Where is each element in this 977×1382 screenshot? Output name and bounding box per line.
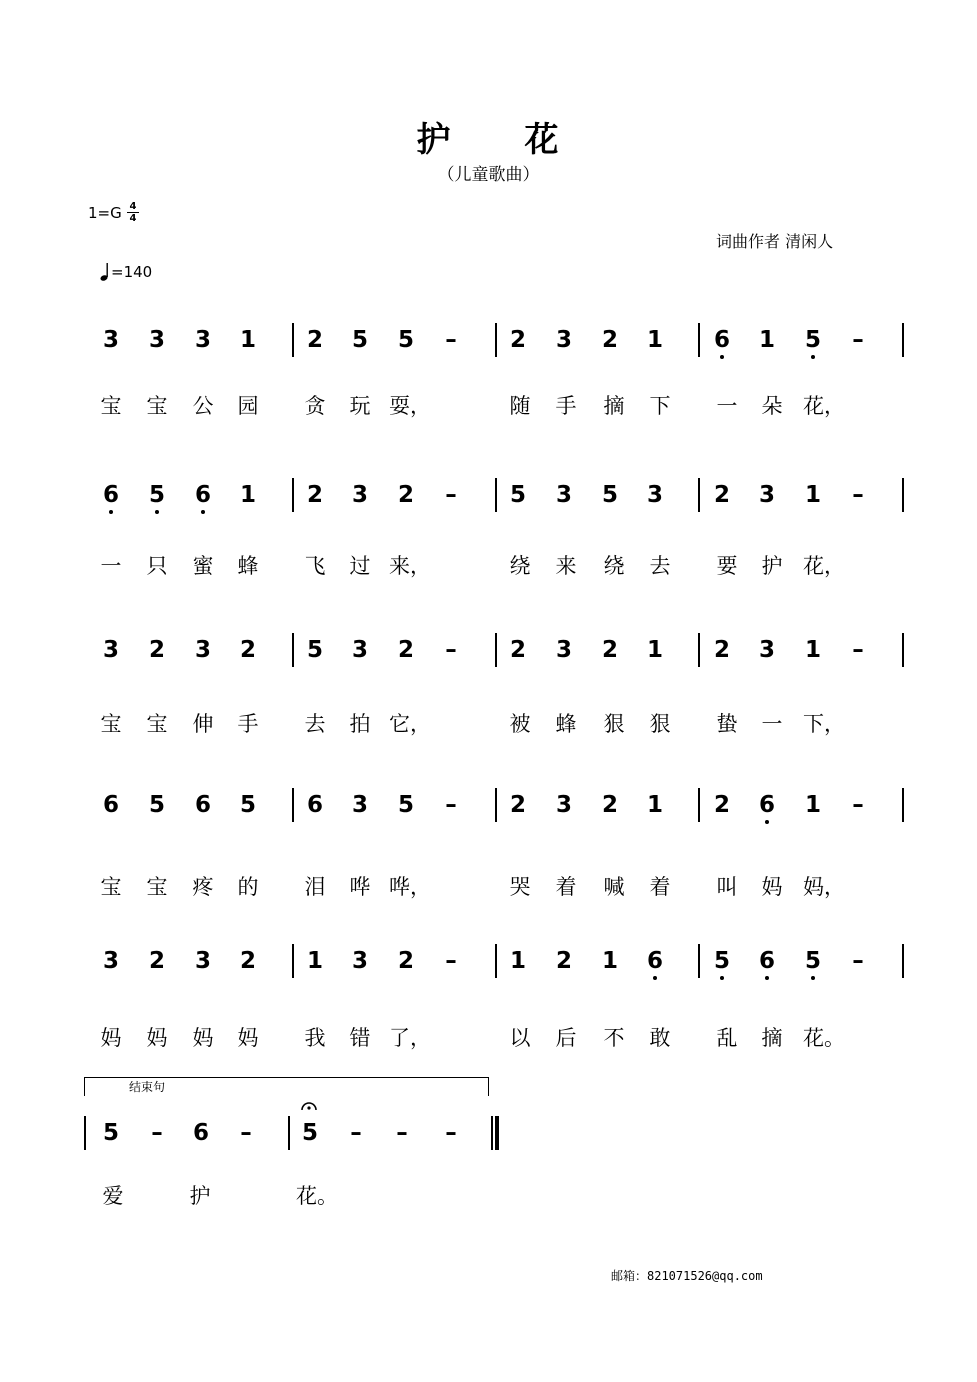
barline bbox=[84, 1116, 86, 1150]
lyric-char: 一 bbox=[100, 554, 122, 578]
lyric-char: 来 bbox=[555, 554, 577, 578]
lyric-char: 爱 bbox=[102, 1184, 124, 1208]
composer-credit: 词曲作者 清闲人 bbox=[716, 232, 834, 251]
note: 5 bbox=[397, 327, 414, 353]
note: – bbox=[852, 327, 864, 353]
note: 5 bbox=[397, 792, 414, 818]
lyric-char: 的 bbox=[237, 875, 259, 899]
lyric-char: 来， bbox=[389, 554, 431, 578]
note: 6 bbox=[96, 481, 126, 509]
note: 3 bbox=[555, 482, 572, 508]
lyric-char: 着 bbox=[555, 875, 577, 899]
fermata-icon bbox=[300, 1098, 318, 1112]
note: 6 bbox=[752, 947, 782, 975]
lyric-char: 园 bbox=[237, 394, 259, 418]
barline bbox=[902, 323, 904, 357]
lyric-char: 蜂 bbox=[555, 712, 577, 736]
lyric-char: 哗 bbox=[349, 875, 371, 899]
lyric-char: 错 bbox=[349, 1026, 371, 1050]
lyric-char: 妈， bbox=[803, 875, 845, 899]
lyric-char: 飞 bbox=[304, 554, 326, 578]
barline bbox=[288, 1116, 290, 1150]
note: 2 bbox=[239, 637, 256, 663]
note: 1 bbox=[601, 948, 618, 974]
note: 5 bbox=[351, 327, 368, 353]
lyric-char: 过 bbox=[349, 554, 371, 578]
note: 3 bbox=[758, 637, 775, 663]
lyric-char: 随 bbox=[509, 394, 531, 418]
octave-dot bbox=[720, 976, 724, 980]
note: 2 bbox=[713, 792, 730, 818]
lyric-char: 护 bbox=[189, 1184, 211, 1208]
lyric-char: 被 bbox=[509, 712, 531, 736]
quarter-note-icon bbox=[100, 262, 110, 282]
lyric-char: 花， bbox=[803, 554, 845, 578]
note: 2 bbox=[306, 327, 323, 353]
note: 1 bbox=[646, 792, 663, 818]
lyric-char: 花， bbox=[803, 394, 845, 418]
note: 2 bbox=[397, 482, 414, 508]
note: 3 bbox=[194, 637, 211, 663]
note: 2 bbox=[397, 637, 414, 663]
lyric-char: 狠 bbox=[649, 712, 671, 736]
octave-dot bbox=[720, 355, 724, 359]
lyric-char: 哭 bbox=[509, 875, 531, 899]
barline bbox=[292, 788, 294, 822]
note: 3 bbox=[148, 327, 165, 353]
note: – bbox=[240, 1120, 252, 1146]
barline bbox=[292, 323, 294, 357]
lyric-char: 以 bbox=[509, 1026, 531, 1050]
lyric-char: 手 bbox=[555, 394, 577, 418]
octave-dot bbox=[765, 976, 769, 980]
barline bbox=[495, 323, 497, 357]
note: – bbox=[151, 1120, 163, 1146]
barline bbox=[698, 478, 700, 512]
lyric-char: 宝 bbox=[100, 394, 122, 418]
note: – bbox=[445, 637, 457, 663]
note: 6 bbox=[752, 791, 782, 819]
note: – bbox=[445, 792, 457, 818]
barline bbox=[902, 788, 904, 822]
lyric-char: 不 bbox=[603, 1026, 625, 1050]
lyric-char: 摘 bbox=[761, 1026, 783, 1050]
lyric-char: 着 bbox=[649, 875, 671, 899]
note: – bbox=[445, 482, 457, 508]
note: 2 bbox=[713, 637, 730, 663]
lyric-char: 我 bbox=[304, 1026, 326, 1050]
lyric-char: 敢 bbox=[649, 1026, 671, 1050]
lyric-char: 蛰 bbox=[716, 712, 738, 736]
lyric-char: 一 bbox=[761, 712, 783, 736]
lyric-char: 玩 bbox=[349, 394, 371, 418]
lyric-char: 乱 bbox=[716, 1026, 738, 1050]
octave-dot bbox=[109, 510, 113, 514]
ending-label: 结束句 bbox=[129, 1080, 166, 1094]
note: 5 bbox=[306, 637, 323, 663]
barline bbox=[495, 633, 497, 667]
lyric-char: 绕 bbox=[603, 554, 625, 578]
note: 3 bbox=[555, 637, 572, 663]
note: – bbox=[445, 948, 457, 974]
note: 2 bbox=[306, 482, 323, 508]
lyric-char: 下， bbox=[803, 712, 845, 736]
note: 2 bbox=[148, 948, 165, 974]
lyric-char: 蜜 bbox=[192, 554, 214, 578]
note: 3 bbox=[351, 948, 368, 974]
lyric-char: 去 bbox=[649, 554, 671, 578]
note: 2 bbox=[713, 482, 730, 508]
lyric-char: 宝 bbox=[146, 712, 168, 736]
note: 3 bbox=[351, 792, 368, 818]
lyric-char: 只 bbox=[146, 554, 168, 578]
note: 3 bbox=[351, 637, 368, 663]
tempo-marking bbox=[100, 262, 152, 282]
note: 2 bbox=[397, 948, 414, 974]
note: 5 bbox=[509, 482, 526, 508]
note: 3 bbox=[102, 637, 119, 663]
note: – bbox=[445, 327, 457, 353]
note: – bbox=[852, 482, 864, 508]
lyric-char: 宝 bbox=[146, 875, 168, 899]
note: 5 bbox=[798, 947, 828, 975]
lyric-char: 叫 bbox=[716, 875, 738, 899]
barline bbox=[698, 323, 700, 357]
song-title: 护 花 bbox=[416, 120, 561, 160]
lyric-char: 要 bbox=[716, 554, 738, 578]
tempo-value: =140 bbox=[111, 263, 153, 281]
note: 2 bbox=[601, 637, 618, 663]
lyric-char: 疼 bbox=[192, 875, 214, 899]
note: 3 bbox=[102, 327, 119, 353]
lyric-char: 它， bbox=[389, 712, 431, 736]
note: 6 bbox=[188, 481, 218, 509]
note: 1 bbox=[804, 482, 821, 508]
note: 5 bbox=[142, 481, 172, 509]
note: 6 bbox=[640, 947, 670, 975]
song-subtitle: （儿童歌曲） bbox=[437, 165, 540, 185]
lyric-char: 绕 bbox=[509, 554, 531, 578]
note: 6 bbox=[192, 1120, 209, 1146]
lyric-char: 蜂 bbox=[237, 554, 259, 578]
note: 1 bbox=[804, 792, 821, 818]
note: 6 bbox=[707, 326, 737, 354]
note: 2 bbox=[601, 792, 618, 818]
lyric-char: 摘 bbox=[603, 394, 625, 418]
lyric-char: 喊 bbox=[603, 875, 625, 899]
barline bbox=[698, 944, 700, 978]
lyric-char: 花。 bbox=[803, 1026, 845, 1050]
note: 1 bbox=[509, 948, 526, 974]
note: 1 bbox=[758, 327, 775, 353]
lyric-char: 宝 bbox=[146, 394, 168, 418]
note: 6 bbox=[306, 792, 323, 818]
lyric-char: 公 bbox=[192, 394, 214, 418]
note: – bbox=[396, 1120, 408, 1146]
time-signature bbox=[127, 201, 139, 224]
note: 5 bbox=[102, 1120, 119, 1146]
final-double-barline bbox=[491, 1116, 499, 1150]
note: 1 bbox=[239, 482, 256, 508]
lyric-char: 一 bbox=[716, 394, 738, 418]
time-signature-top: 4 bbox=[129, 201, 137, 212]
lyric-char: 伸 bbox=[192, 712, 214, 736]
lyric-char: 妈 bbox=[100, 1026, 122, 1050]
note: 5 bbox=[239, 792, 256, 818]
lyric-char: 去 bbox=[304, 712, 326, 736]
note: 3 bbox=[102, 948, 119, 974]
octave-dot bbox=[653, 976, 657, 980]
note: 3 bbox=[194, 327, 211, 353]
octave-dot bbox=[811, 976, 815, 980]
note: – bbox=[445, 1120, 457, 1146]
lyric-char: 宝 bbox=[100, 875, 122, 899]
note: – bbox=[852, 792, 864, 818]
octave-dot bbox=[201, 510, 205, 514]
note: – bbox=[852, 948, 864, 974]
lyric-char: 妈 bbox=[192, 1026, 214, 1050]
barline bbox=[292, 944, 294, 978]
note: 1 bbox=[646, 327, 663, 353]
lyric-char: 花。 bbox=[296, 1184, 338, 1208]
note: 1 bbox=[804, 637, 821, 663]
note: 1 bbox=[306, 948, 323, 974]
note: 5 bbox=[148, 792, 165, 818]
barline bbox=[292, 478, 294, 512]
note: 6 bbox=[102, 792, 119, 818]
barline bbox=[495, 478, 497, 512]
lyric-char: 下 bbox=[649, 394, 671, 418]
note: 2 bbox=[555, 948, 572, 974]
barline bbox=[495, 944, 497, 978]
note: 3 bbox=[646, 482, 663, 508]
note: 2 bbox=[509, 637, 526, 663]
barline bbox=[495, 788, 497, 822]
contact-email: 邮箱：821071526@qq.com bbox=[611, 1269, 763, 1283]
lyric-char: 泪 bbox=[304, 875, 326, 899]
lyric-char: 妈 bbox=[146, 1026, 168, 1050]
lyric-char: 拍 bbox=[349, 712, 371, 736]
note: 5 bbox=[798, 326, 828, 354]
time-signature-bottom: 4 bbox=[129, 213, 137, 224]
barline bbox=[902, 944, 904, 978]
octave-dot bbox=[811, 355, 815, 359]
note: 6 bbox=[194, 792, 211, 818]
note: 2 bbox=[148, 637, 165, 663]
barline bbox=[902, 633, 904, 667]
note: 5 bbox=[601, 482, 618, 508]
note: 5 bbox=[301, 1120, 318, 1146]
lyric-char: 贪 bbox=[304, 394, 326, 418]
note: 1 bbox=[646, 637, 663, 663]
lyric-char: 耍， bbox=[389, 394, 431, 418]
note: 2 bbox=[509, 792, 526, 818]
lyric-char: 朵 bbox=[761, 394, 783, 418]
note: 2 bbox=[509, 327, 526, 353]
note: 2 bbox=[239, 948, 256, 974]
note: 1 bbox=[239, 327, 256, 353]
lyric-char: 宝 bbox=[100, 712, 122, 736]
lyric-char: 狠 bbox=[603, 712, 625, 736]
lyric-char: 了， bbox=[389, 1026, 431, 1050]
lyric-char: 妈 bbox=[761, 875, 783, 899]
barline bbox=[902, 478, 904, 512]
note: 2 bbox=[601, 327, 618, 353]
note: 5 bbox=[707, 947, 737, 975]
note: 3 bbox=[555, 792, 572, 818]
octave-dot bbox=[155, 510, 159, 514]
lyric-char: 后 bbox=[555, 1026, 577, 1050]
lyric-char: 哗， bbox=[389, 875, 431, 899]
barline bbox=[698, 788, 700, 822]
barline bbox=[698, 633, 700, 667]
lyric-char: 护 bbox=[761, 554, 783, 578]
note: 3 bbox=[351, 482, 368, 508]
note: 3 bbox=[194, 948, 211, 974]
note: 3 bbox=[758, 482, 775, 508]
note: – bbox=[852, 637, 864, 663]
barline bbox=[292, 633, 294, 667]
lyric-char: 手 bbox=[237, 712, 259, 736]
lyric-char: 妈 bbox=[237, 1026, 259, 1050]
key-signature: 1=G bbox=[88, 204, 122, 222]
note: – bbox=[350, 1120, 362, 1146]
note: 3 bbox=[555, 327, 572, 353]
octave-dot bbox=[765, 820, 769, 824]
